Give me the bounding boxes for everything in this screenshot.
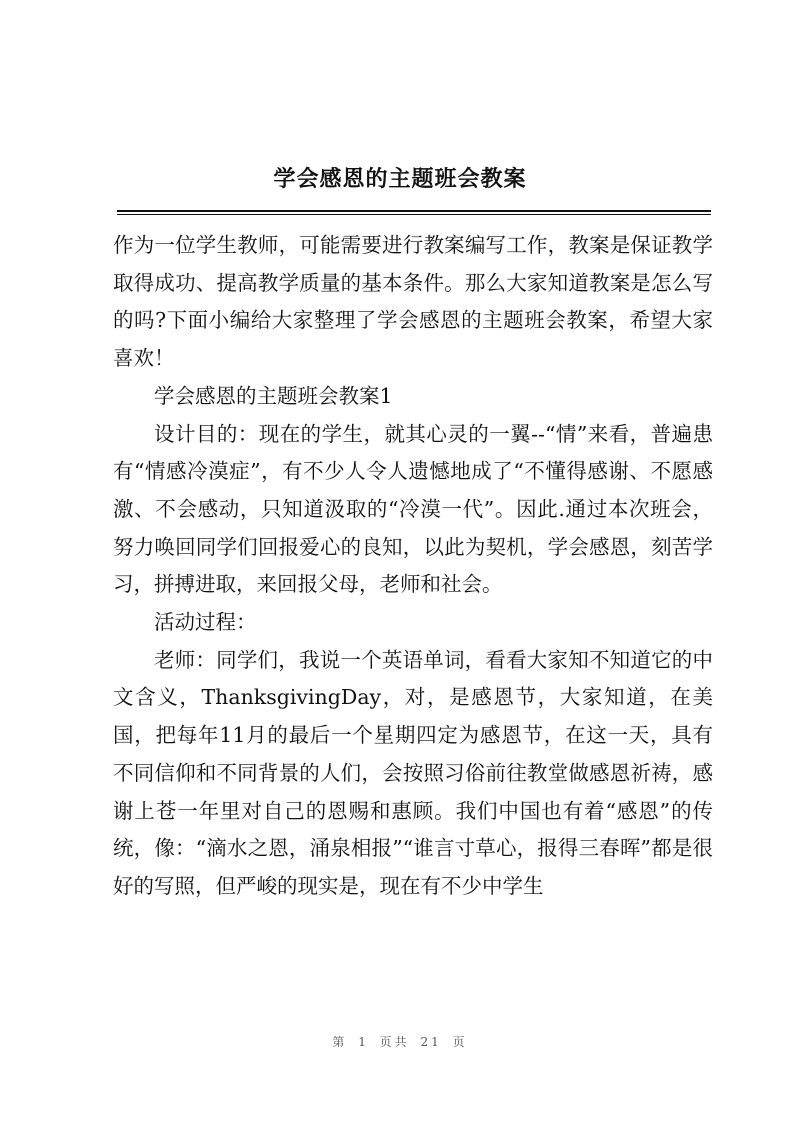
paragraph-activity-heading: 活动过程： [154,610,257,635]
footer-current-page: 1 [358,1035,369,1049]
paragraph-design-goal: 设计目的：现在的学生，就其心灵的一翼--“情”来看，普遍患有“情感冷漠症”，有不少人令人遗憾地成了“不懂得感谢、不愿感激、不会感动，只知道汲取的“冷漠一代”。因此.通过本次班会，努力唤回同学们回报爱心的良知，以此为契机，学会感恩，刻苦学习，拼搏进取，来回报父母，老师和社会。 [113,421,713,597]
footer-total-pages: 21 [420,1035,442,1049]
page-footer [0,1033,800,1050]
section-heading: 学会感恩的主题班会教案1 [154,383,393,408]
page-title: 学会感恩的主题班会教案 [273,166,527,192]
paragraph-intro: 作为一位学生教师，可能需要进行教案编写工作，教案是保证教学取得成功、提高教学质量的基本条件。那么大家知道教案是怎么写的吗?下面小编给大家整理了学会感恩的主题班会教案，希望大家喜欢！ [113,233,713,371]
title-divider [117,210,711,212]
title-divider-thin [117,214,711,215]
document-body [113,227,713,906]
footer-prefix: 第 [332,1035,348,1049]
footer-middle: 页共 [379,1035,410,1049]
paragraph-teacher: 老师：同学们，我说一个英语单词，看看大家知不知道它的中文含义，ThanksgivingDay，对，是感恩节，大家知道，在美国，把每年11月的最后一个星期四定为感恩节，在这一天，具有不同信仰和不同背景的人们，会按照习俗前往教堂做感恩祈祷，感谢上苍一年里对自己的恩赐和惠顾。我们中国也有着“感恩”的传统，像：“滴水之恩，涌泉相报”“谁言寸草心，报得三春晖”都是很好的写照，但严峻的现实是，现在有不少中学生 [113,647,713,898]
footer-suffix: 页 [452,1035,468,1049]
